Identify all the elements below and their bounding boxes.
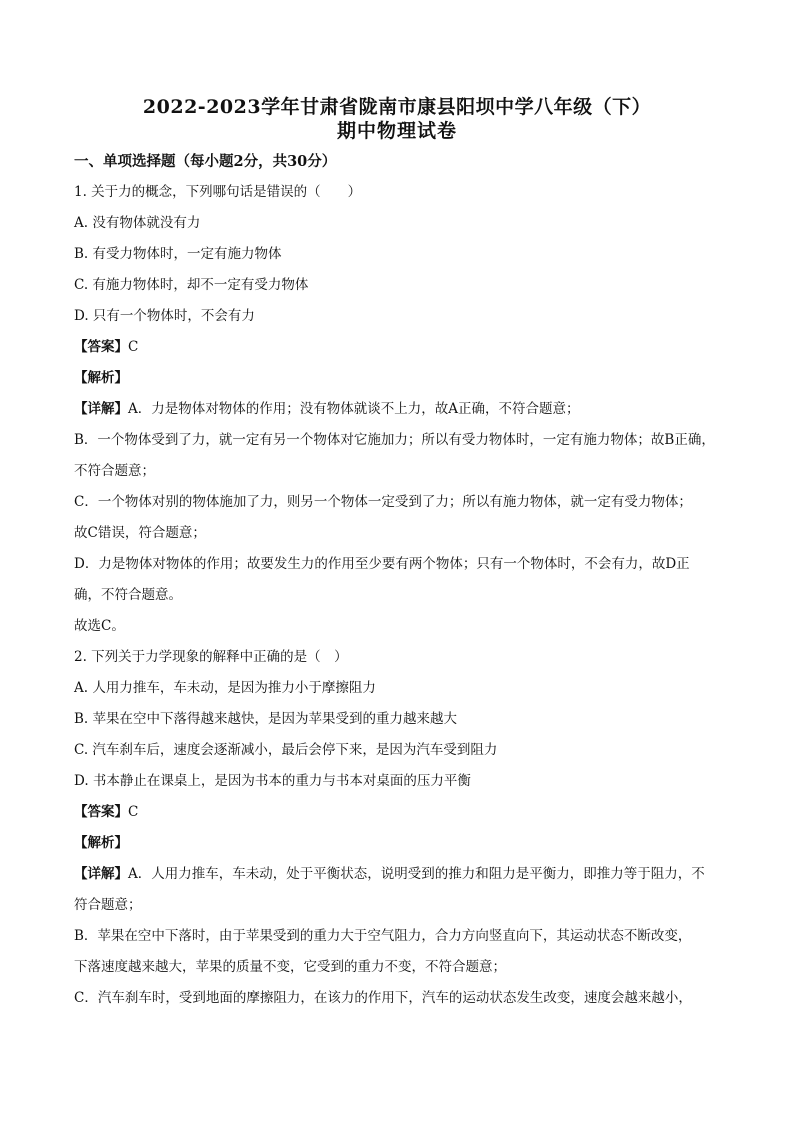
question-2-answer [74,797,724,828]
question-2-option-c: C. 汽车刹车后，速度会逐渐减小，最后会停下来，是因为汽车受到阻力 [74,742,498,758]
question-1-option-b: B. 有受力物体时，一定有施力物体 [74,246,282,262]
question-1-detail-b-line2: 不符合题意； [74,463,155,479]
question-2-detail-c-line1: C．汽车刹车时，受到地面的摩擦阻力，在该力的作用下，汽车的运动状态发生改变，速度会越来越小， [74,990,692,1006]
detail-tag: 【详解】 [74,866,128,882]
question-2-detail-a-line1 [74,859,724,890]
document-title: 2022-2023学年甘肃省陇南市康县阳坝中学八年级（下） [142,96,652,118]
answer-tag: 【答案】 [74,804,128,820]
question-1-detail-b-line1: B．一个物体受到了力，就一定有另一个物体对它施加力；所以有受力物体时，一定有施力物体；故B正确， [74,432,715,448]
document-body [74,146,724,1014]
question-1-option-c: C. 有施力物体时，却不一定有受力物体 [74,277,309,293]
question-1-analysis-tag: 【解析】 [74,370,128,386]
question-1-detail-d-line1: D．力是物体对物体的作用；故要发生力的作用至少要有两个物体；只有一个物体时，不会有力，故D正 [74,556,690,572]
question-2-stem: 2. 下列关于力学现象的解释中正确的是（ ） [74,649,348,665]
question-2-option-d: D. 书本静止在课桌上，是因为书本的重力与书本对桌面的压力平衡 [74,773,471,789]
question-1-detail-c-line2: 故C错误，符合题意； [74,525,206,541]
question-1-detail-d-line2: 确，不符合题意。 [74,587,182,603]
question-2-option-b: B. 苹果在空中下落得越来越快，是因为苹果受到的重力越来越大 [74,711,458,727]
detail-text: A．力是物体对物体的作用；没有物体就谈不上力，故A正确，不符合题意； [128,401,580,417]
question-2-detail-b-line2: 下落速度越来越大，苹果的质量不变，它受到的重力不变，不符合题意； [74,959,506,975]
question-1-detail-a [74,394,724,425]
detail-tag: 【详解】 [74,401,128,417]
question-1-conclusion: 故选C。 [74,618,125,634]
question-1-stem: 1. 关于力的概念，下列哪句话是错误的（ ） [74,184,362,200]
detail-text: A．人用力推车，车未动，处于平衡状态，说明受到的推力和阻力是平衡力，即推力等于阻力，不 [128,866,705,882]
answer-tag: 【答案】 [74,339,128,355]
question-1-answer [74,332,724,363]
question-2-detail-a-line2: 符合题意； [74,897,142,913]
section-heading: 一、单项选择题（每小题2分，共30分） [74,153,337,170]
question-1-option-a: A. 没有物体就没有力 [74,215,201,231]
question-2-detail-b-line1: B．苹果在空中下落时，由于苹果受到的重力大于空气阻力，合力方向竖直向下，其运动状态不断改变， [74,928,692,944]
answer-value: C [128,339,139,355]
question-2-option-a: A. 人用力推车，车未动，是因为推力小于摩擦阻力 [74,680,376,696]
question-1-option-d: D. 只有一个物体时，不会有力 [74,308,255,324]
answer-value: C [128,804,139,820]
question-2-analysis-tag: 【解析】 [74,835,128,851]
document-subtitle: 期中物理试卷 [336,120,457,142]
question-1-detail-c-line1: C．一个物体对别的物体施加了力，则另一个物体一定受到了力；所以有施力物体，就一定有受力物体； [74,494,692,510]
